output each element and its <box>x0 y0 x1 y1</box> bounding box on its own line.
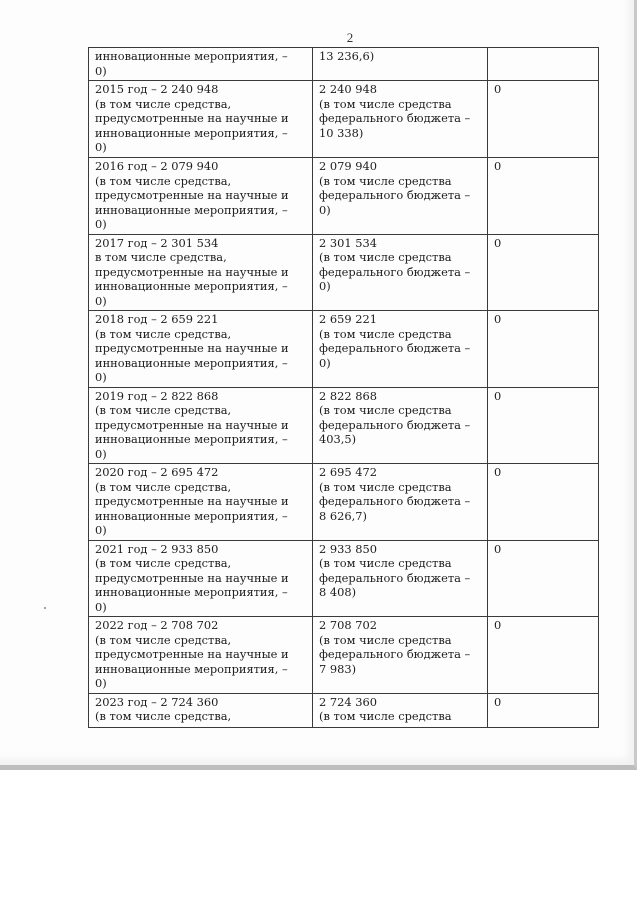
cell-other-funding: 0 <box>488 617 599 694</box>
cell-total-funding: инновационные мероприятия, – 0) <box>89 48 313 81</box>
cell-total-funding: 2022 год – 2 708 702 (в том числе средства, предусмотренные на научные и инновационные мероприятия, – 0) <box>89 617 313 694</box>
cell-other-funding: 0 <box>488 387 599 464</box>
cell-regional-funding: 2 708 702 (в том числе средства федерального бюджета – 7 983) <box>313 617 488 694</box>
cell-total-funding: 2023 год – 2 724 360 (в том числе средства, <box>89 693 313 727</box>
cell-regional-funding: 2 695 472 (в том числе средства федерального бюджета – 8 626,7) <box>313 464 488 541</box>
table-row <box>89 693 599 727</box>
table-row <box>89 234 599 311</box>
cell-other-funding: 0 <box>488 81 599 158</box>
cell-regional-funding: 2 240 948 (в том числе средства федерального бюджета – 10 338) <box>313 81 488 158</box>
table-row <box>89 387 599 464</box>
table-row <box>89 81 599 158</box>
table-row <box>89 464 599 541</box>
page-number: 2 <box>346 30 354 45</box>
table-row <box>89 158 599 235</box>
cell-regional-funding: 2 301 534 (в том числе средства федерального бюджета – 0) <box>313 234 488 311</box>
cell-other-funding: 0 <box>488 693 599 727</box>
table-row <box>89 617 599 694</box>
cell-regional-funding: 13 236,6) <box>313 48 488 81</box>
cell-other-funding: 0 <box>488 234 599 311</box>
cell-other-funding: 0 <box>488 311 599 388</box>
scan-speck <box>44 607 46 609</box>
cell-total-funding: 2015 год – 2 240 948 (в том числе средства, предусмотренные на научные и инновационные мероприятия, – 0) <box>89 81 313 158</box>
cell-other-funding: 0 <box>488 464 599 541</box>
table-row <box>89 311 599 388</box>
cell-total-funding: 2021 год – 2 933 850 (в том числе средства, предусмотренные на научные и инновационные мероприятия, – 0) <box>89 540 313 617</box>
budget-table <box>88 47 599 728</box>
table-row <box>89 48 599 81</box>
cell-regional-funding: 2 659 221 (в том числе средства федерального бюджета – 0) <box>313 311 488 388</box>
cell-other-funding: 0 <box>488 540 599 617</box>
cell-total-funding: 2020 год – 2 695 472 (в том числе средства, предусмотренные на научные и инновационные мероприятия, – 0) <box>89 464 313 541</box>
cell-total-funding: 2018 год – 2 659 221 (в том числе средства, предусмотренные на научные и инновационные мероприятия, – 0) <box>89 311 313 388</box>
cell-total-funding: 2019 год – 2 822 868 (в том числе средства, предусмотренные на научные и инновационные мероприятия, – 0) <box>89 387 313 464</box>
cell-regional-funding: 2 822 868 (в том числе средства федерального бюджета – 403,5) <box>313 387 488 464</box>
cell-other-funding: 0 <box>488 158 599 235</box>
cell-total-funding: 2017 год – 2 301 534 в том числе средства, предусмотренные на научные и инновационные мероприятия, – 0) <box>89 234 313 311</box>
cell-other-funding <box>488 48 599 81</box>
cell-regional-funding: 2 724 360 (в том числе средства <box>313 693 488 727</box>
cell-regional-funding: 2 079 940 (в том числе средства федерального бюджета – 0) <box>313 158 488 235</box>
cell-regional-funding: 2 933 850 (в том числе средства федерального бюджета – 8 408) <box>313 540 488 617</box>
cell-total-funding: 2016 год – 2 079 940 (в том числе средства, предусмотренные на научные и инновационные мероприятия, – 0) <box>89 158 313 235</box>
table-row <box>89 540 599 617</box>
